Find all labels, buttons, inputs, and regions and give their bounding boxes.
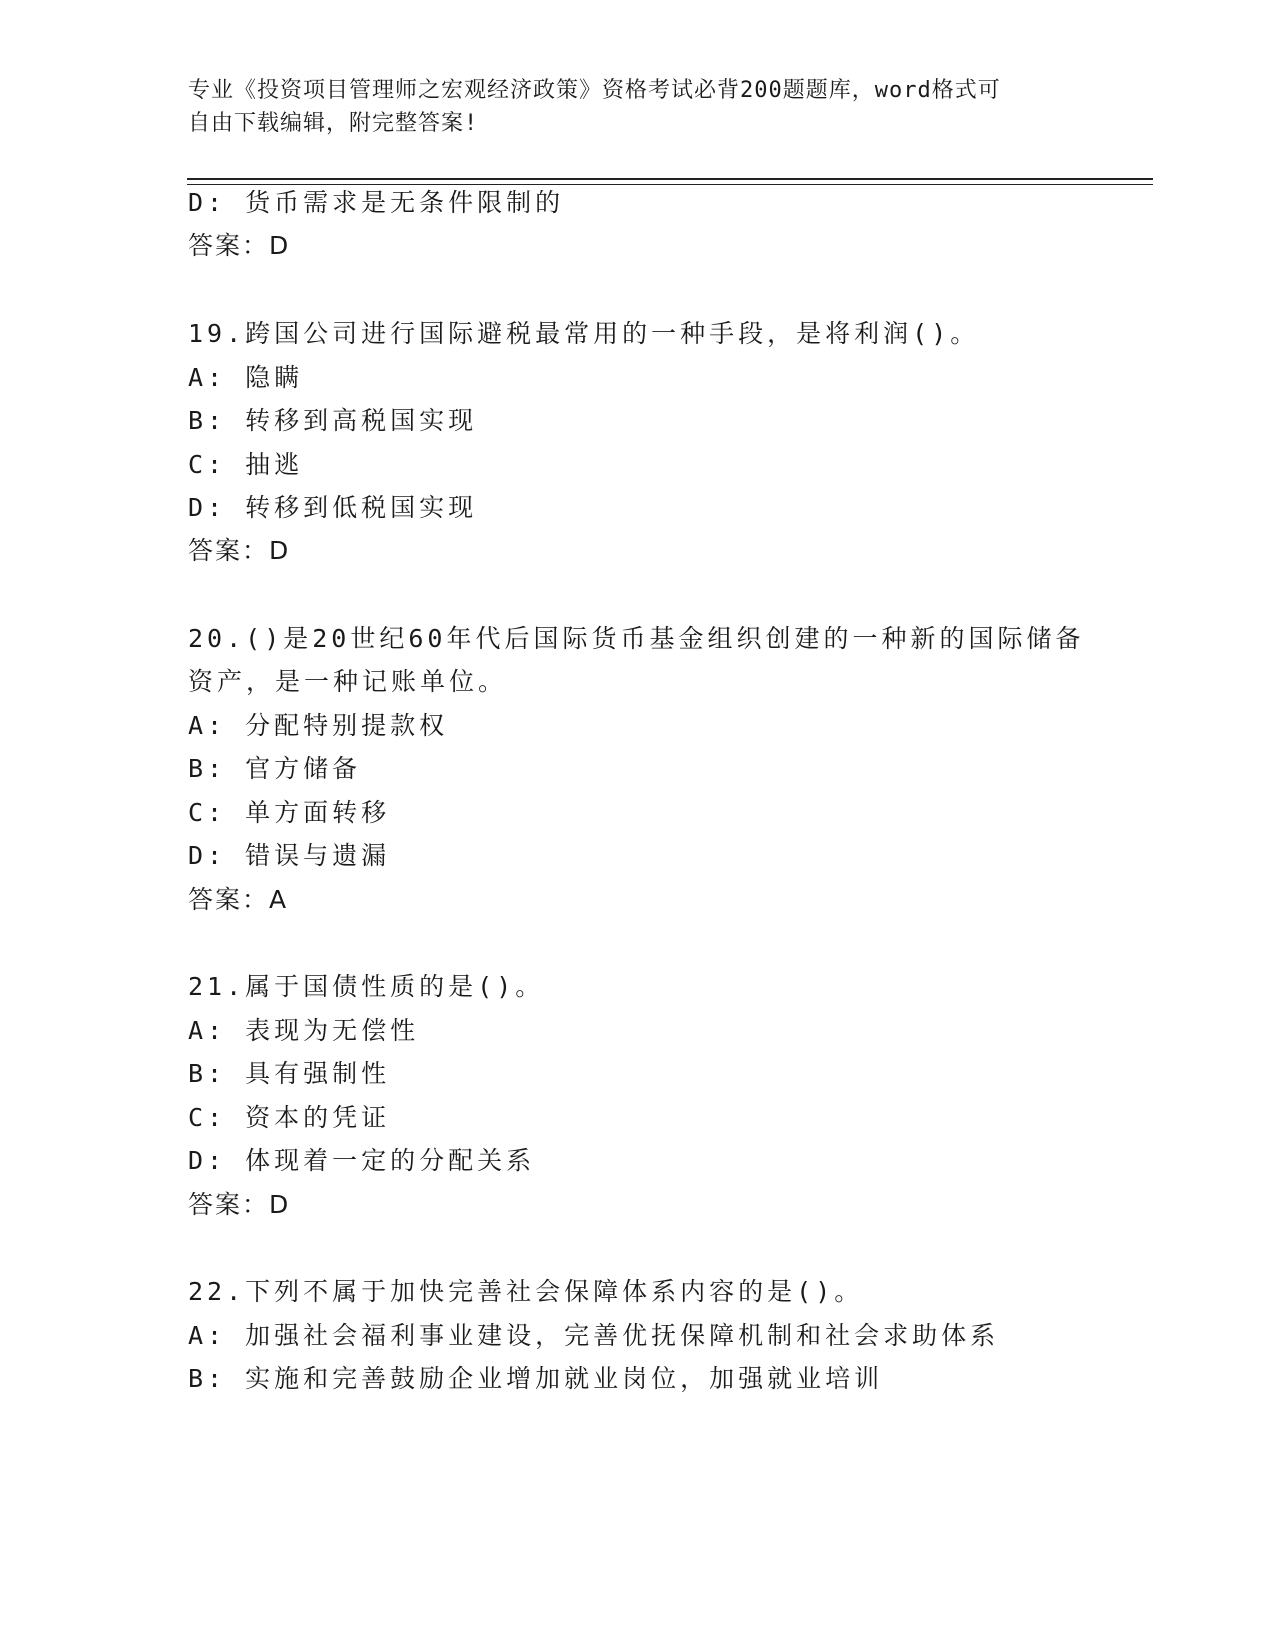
q21-option-d: D: 体现着一定的分配关系 (188, 1146, 536, 1175)
q20-option-a: A: 分配特别提款权 (188, 711, 449, 740)
document-header (188, 74, 1068, 140)
q21-option-b: B: 具有强制性 (188, 1059, 391, 1088)
q22-option-a: A: 加强社会福利事业建设，完善优抚保障机制和社会求助体系 (188, 1321, 1000, 1350)
header-line-1: 专业《投资项目管理师之宏观经济政策》资格考试必背200题题库，word格式可 (188, 78, 1001, 103)
q21-option-c: C: 资本的凭证 (188, 1103, 391, 1132)
q19-option-d: D: 转移到低税国实现 (188, 493, 478, 522)
q22-stem: 22.下列不属于加快完善社会保障体系内容的是()。 (188, 1277, 864, 1306)
q20-stem-line-1: 20.()是20世纪60年代后国际货币基金组织创建的一种新的国际储备 (188, 624, 1085, 653)
header-divider-thick (187, 178, 1153, 180)
q19-stem: 19.跨国公司进行国际避税最常用的一种手段，是将利润()。 (188, 319, 980, 348)
q20-option-b: B: 官方储备 (188, 754, 362, 783)
q19-option-c: C: 抽逃 (188, 450, 304, 479)
header-divider-thin (187, 184, 1153, 185)
prev-option-d: D: 货币需求是无条件限制的 (188, 188, 565, 217)
q19-option-b: B: 转移到高税国实现 (188, 406, 478, 435)
q20-stem-line-2: 资产，是一种记账单位。 (188, 667, 508, 696)
q21-answer: 答案：D (188, 1190, 291, 1219)
q21-option-a: A: 表现为无偿性 (188, 1016, 420, 1045)
q19-answer: 答案：D (188, 536, 291, 565)
q20-option-c: C: 单方面转移 (188, 798, 391, 827)
q19-option-a: A: 隐瞒 (188, 363, 304, 392)
q20-option-d: D: 错误与遗漏 (188, 841, 391, 870)
q21-stem: 21.属于国债性质的是()。 (188, 972, 545, 1001)
q22-option-b: B: 实施和完善鼓励企业增加就业岗位，加强就业培训 (188, 1364, 884, 1393)
header-line-2: 自由下载编辑，附完整答案! (188, 111, 479, 136)
q20-answer: 答案：A (188, 885, 289, 914)
prev-answer: 答案：D (188, 231, 291, 260)
